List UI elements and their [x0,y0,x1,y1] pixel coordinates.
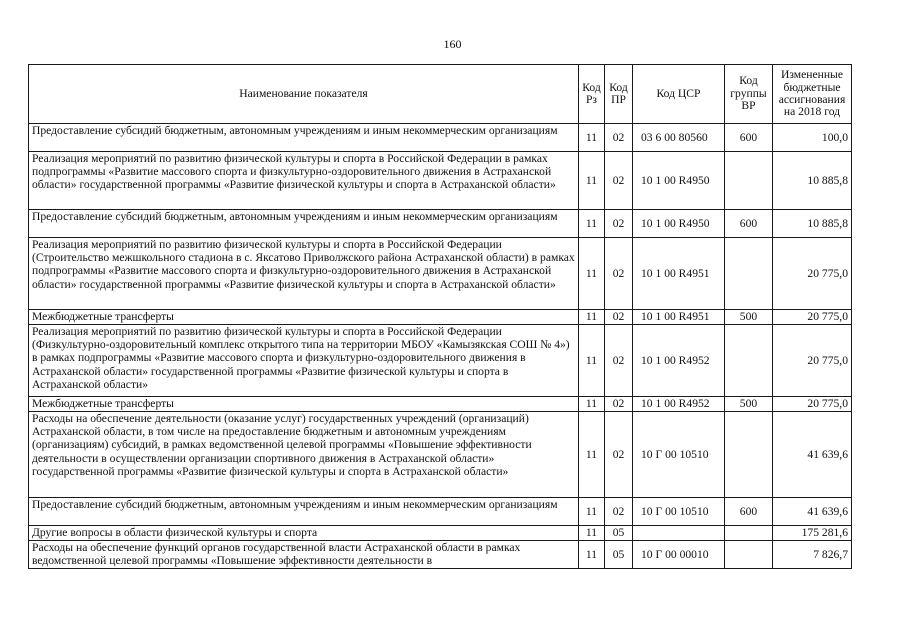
row-csr: 10 Г 00 10510 [633,498,725,526]
header-vr: Код группы ВР [725,65,773,124]
table-row [29,238,852,310]
row-name: Расходы на обеспечение функций органов государственной власти Астраханской области в рамках ведомственной целевой программы «Повышение эффективности деятельности в [29,541,579,569]
row-name: Предоставление субсидий бюджетным, автономным учреждениям и иным некоммерческим организациям [29,210,579,238]
table-row [29,526,852,541]
row-rz: 11 [579,412,605,498]
row-amount: 7 826,7 [773,541,852,569]
row-amount: 20 775,0 [773,325,852,397]
row-vr: 500 [725,397,773,412]
row-rz: 11 [579,526,605,541]
row-amount: 10 885,8 [773,152,852,210]
row-csr: 10 1 00 R4950 [633,210,725,238]
row-amount: 100,0 [773,124,852,152]
row-csr: 10 1 00 R4950 [633,152,725,210]
table-header-row [29,65,852,124]
header-rz: Код Рз [579,65,605,124]
row-csr: 10 1 00 R4951 [633,238,725,310]
row-vr [725,238,773,310]
table-row [29,124,852,152]
row-pr: 02 [605,152,633,210]
row-pr: 05 [605,541,633,569]
row-vr: 600 [725,498,773,526]
row-vr [725,526,773,541]
row-pr: 02 [605,397,633,412]
row-vr: 500 [725,310,773,325]
row-pr: 02 [605,238,633,310]
row-amount: 10 885,8 [773,210,852,238]
budget-table [28,64,852,569]
header-name: Наименование показателя [29,65,579,124]
row-vr [725,412,773,498]
row-vr: 600 [725,210,773,238]
row-csr [633,526,725,541]
row-pr: 02 [605,325,633,397]
header-amount: Измененные бюджетные ассигнования на 2018 год [773,65,852,124]
row-amount: 20 775,0 [773,238,852,310]
row-vr [725,325,773,397]
row-name: Межбюджетные трансферты [29,310,579,325]
row-csr: 10 Г 00 10510 [633,412,725,498]
row-rz: 11 [579,210,605,238]
table-row [29,325,852,397]
row-csr: 10 1 00 R4952 [633,325,725,397]
row-csr: 10 1 00 R4951 [633,310,725,325]
row-rz: 11 [579,541,605,569]
row-name: Межбюджетные трансферты [29,397,579,412]
row-amount: 20 775,0 [773,310,852,325]
row-name: Предоставление субсидий бюджетным, автономным учреждениям и иным некоммерческим организациям [29,498,579,526]
row-csr: 10 Г 00 00010 [633,541,725,569]
header-pr: Код ПР [605,65,633,124]
row-pr: 02 [605,124,633,152]
row-name: Другие вопросы в области физической культуры и спорта [29,526,579,541]
row-pr: 02 [605,310,633,325]
row-csr: 03 6 00 80560 [633,124,725,152]
row-vr: 600 [725,124,773,152]
row-name: Реализация мероприятий по развитию физической культуры и спорта в Российской Федерации (Строительство межшкольного стадиона в с. Яксатово Приволжского района Астраханской области) в рамках подпрограммы «Развитие массового спорта и физкультурно-оздоровительного движения в Астраханской области» государственной программы «Развитие физической культуры и спорта в Астраханской области» [29,238,579,310]
table-row [29,310,852,325]
row-name: Реализация мероприятий по развитию физической культуры и спорта в Российской Федерации в рамках подпрограммы «Развитие массового спорта и физкультурно-оздоровительного движения в Астраханской области» государственной программы «Развитие физической культуры и спорта в Астраханской области» [29,152,579,210]
row-amount: 20 775,0 [773,397,852,412]
table-row [29,498,852,526]
table-row [29,210,852,238]
row-rz: 11 [579,124,605,152]
table-row [29,412,852,498]
row-vr [725,541,773,569]
row-rz: 11 [579,325,605,397]
row-amount: 41 639,6 [773,498,852,526]
row-name: Предоставление субсидий бюджетным, автономным учреждениям и иным некоммерческим организациям [29,124,579,152]
row-name: Реализация мероприятий по развитию физической культуры и спорта в Российской Федерации (Физкультурно-оздоровительный комплекс открытого типа на территории МБОУ «Камызякская СОШ № 4») в рамках подпрограммы «Развитие массового спорта и физкультурно-оздоровительного движения в Астраханской области» государственной программы «Развитие физической культуры и спорта в Астраханской области» [29,325,579,397]
row-rz: 11 [579,152,605,210]
row-rz: 11 [579,498,605,526]
row-rz: 11 [579,310,605,325]
row-name: Расходы на обеспечение деятельности (оказание услуг) государственных учреждений (организаций) Астраханской области, в том числе на предоставление бюджетным и автономным учреждениям (организациям) субсидий, в рамках ведомственной целевой программы «Повышение эффективности деятельности в осуществлении организации спортивного движения в Астраханской области» государственной программы «Развитие физической культуры и спорта в Астраханской области» [29,412,579,498]
page-number: 160 [443,37,462,51]
row-rz: 11 [579,397,605,412]
row-amount: 41 639,6 [773,412,852,498]
table-row [29,152,852,210]
row-vr [725,152,773,210]
row-pr: 02 [605,412,633,498]
row-pr: 05 [605,526,633,541]
row-rz: 11 [579,238,605,310]
table-row [29,541,852,569]
row-pr: 02 [605,498,633,526]
row-csr: 10 1 00 R4952 [633,397,725,412]
row-pr: 02 [605,210,633,238]
table-row [29,397,852,412]
header-csr: Код ЦСР [633,65,725,124]
row-amount: 175 281,6 [773,526,852,541]
